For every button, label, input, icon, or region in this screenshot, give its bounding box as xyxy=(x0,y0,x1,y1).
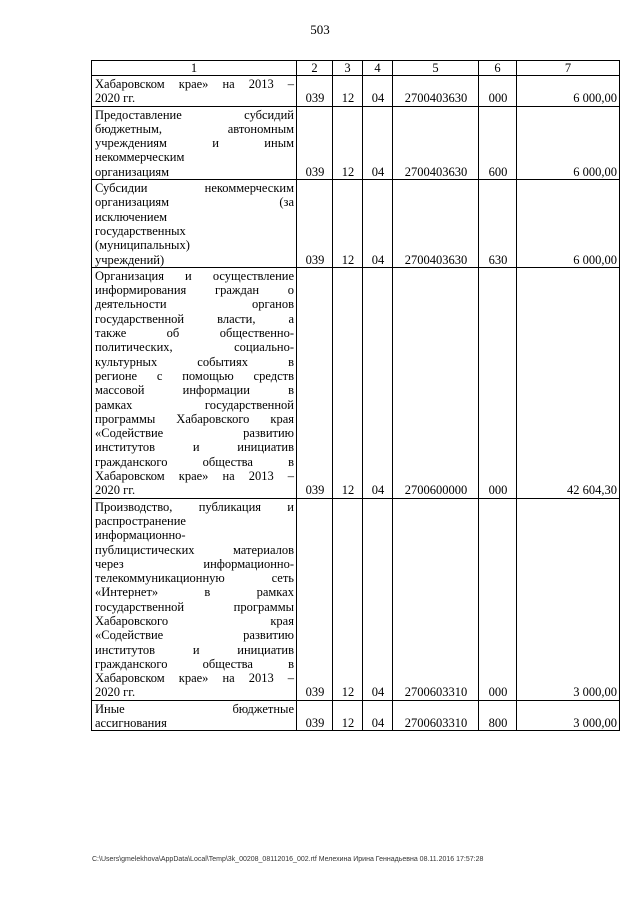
expense-type-cell: 000 xyxy=(479,267,517,498)
description-line: Производство, публикация и xyxy=(95,499,294,514)
amount-cell: 6 000,00 xyxy=(517,180,620,268)
description-cell xyxy=(92,76,297,107)
description-line: Иные бюджетные xyxy=(95,701,294,716)
subsection-code-cell: 04 xyxy=(363,180,393,268)
subsection-code-cell: 04 xyxy=(363,267,393,498)
description-cell xyxy=(92,267,297,498)
description-line: Хабаровском крае» на 2013 – xyxy=(95,469,294,484)
ministry-code-cell: 039 xyxy=(297,700,333,731)
ministry-code-cell: 039 xyxy=(297,267,333,498)
page-number: 503 xyxy=(310,22,330,37)
target-article-cell: 2700600000 xyxy=(393,267,479,498)
target-article-cell: 2700403630 xyxy=(393,180,479,268)
description-line: Хабаровском крае» на 2013 – xyxy=(95,671,294,686)
amount-cell: 3 000,00 xyxy=(517,700,620,731)
description-line: государственных xyxy=(95,223,186,238)
ministry-code-cell: 039 xyxy=(297,76,333,107)
file-path-footer: C:\Users\gmelekhova\AppData\Local\Temp\3k_00208_08112016_002.rtf Мелехина Ирина Геннадьевна 08.11.2016 17:57:28 xyxy=(92,856,484,863)
subsection-code-cell: 04 xyxy=(363,700,393,731)
description-line: Субсидии некоммерческим xyxy=(95,181,294,196)
header-cell: 7 xyxy=(517,61,620,76)
description-line: бюджетным, автономным xyxy=(95,121,294,136)
amount-cell: 42 604,30 xyxy=(517,267,620,498)
target-article-cell: 2700403630 xyxy=(393,106,479,179)
description-line: некоммерческим xyxy=(95,150,185,165)
section-code-cell: 12 xyxy=(333,76,363,107)
description-line: учреждениям и иным xyxy=(95,136,294,151)
description-line: 2020 гг. xyxy=(95,91,136,106)
table-header-row xyxy=(92,61,620,76)
description-line: «Содействие развитию xyxy=(95,426,294,441)
description-line: организациям (за xyxy=(95,195,294,210)
description-line: телекоммуникационную сеть xyxy=(95,571,294,586)
section-code-cell: 12 xyxy=(333,700,363,731)
description-line: институтов и инициатив xyxy=(95,440,294,455)
target-article-cell: 2700603310 xyxy=(393,700,479,731)
budget-table xyxy=(91,60,620,731)
description-line: «Содействие развитию xyxy=(95,628,294,643)
table-row xyxy=(92,76,620,107)
expense-type-cell: 600 xyxy=(479,106,517,179)
table-row xyxy=(92,106,620,179)
description-line: гражданского общества в xyxy=(95,454,294,469)
expense-type-cell: 000 xyxy=(479,498,517,700)
header-cell: 1 xyxy=(92,61,297,76)
header-cell: 5 xyxy=(393,61,479,76)
description-line: также об общественно- xyxy=(95,326,294,341)
table-row xyxy=(92,180,620,268)
description-line: массовой информации в xyxy=(95,383,294,398)
description-line: (муниципальных) xyxy=(95,238,190,253)
header-cell: 4 xyxy=(363,61,393,76)
description-line: Хабаровском крае» на 2013 – xyxy=(95,77,294,91)
section-code-cell: 12 xyxy=(333,498,363,700)
description-line: гражданского общества в xyxy=(95,656,294,671)
expense-type-cell: 000 xyxy=(479,76,517,107)
description-cell xyxy=(92,180,297,268)
description-line: распространение xyxy=(95,513,186,528)
description-line: информационно- xyxy=(95,528,186,543)
description-line: государственной программы xyxy=(95,599,294,614)
table-row xyxy=(92,498,620,700)
table-row xyxy=(92,700,620,731)
ministry-code-cell: 039 xyxy=(297,498,333,700)
description-line: политических, социально- xyxy=(95,340,294,355)
description-line: регионе с помощью средств xyxy=(95,368,294,383)
subsection-code-cell: 04 xyxy=(363,498,393,700)
description-line: Организация и осуществление xyxy=(95,268,294,283)
header-cell: 6 xyxy=(479,61,517,76)
description-line: информирования граждан о xyxy=(95,283,294,298)
ministry-code-cell: 039 xyxy=(297,106,333,179)
subsection-code-cell: 04 xyxy=(363,76,393,107)
description-line: ассигнования xyxy=(95,716,167,731)
description-line: организациям xyxy=(95,164,170,179)
description-line: «Интернет» в рамках xyxy=(95,585,294,600)
section-code-cell: 12 xyxy=(333,180,363,268)
expense-type-cell: 800 xyxy=(479,700,517,731)
target-article-cell: 2700603310 xyxy=(393,498,479,700)
amount-cell: 3 000,00 xyxy=(517,498,620,700)
amount-cell: 6 000,00 xyxy=(517,106,620,179)
description-line: публицистических материалов xyxy=(95,542,294,557)
description-line: государственной власти, а xyxy=(95,311,294,326)
header-cell: 2 xyxy=(297,61,333,76)
description-line: институтов и инициатив xyxy=(95,642,294,657)
target-article-cell: 2700403630 xyxy=(393,76,479,107)
description-line: через информационно- xyxy=(95,556,294,571)
description-cell xyxy=(92,106,297,179)
description-line: рамках государственной xyxy=(95,397,294,412)
section-code-cell: 12 xyxy=(333,106,363,179)
section-code-cell: 12 xyxy=(333,267,363,498)
description-line: учреждений) xyxy=(95,252,165,267)
ministry-code-cell: 039 xyxy=(297,180,333,268)
description-line: деятельности органов xyxy=(95,297,294,312)
description-cell xyxy=(92,700,297,731)
description-line: программы Хабаровского края xyxy=(95,411,294,426)
amount-cell: 6 000,00 xyxy=(517,76,620,107)
description-line: исключением xyxy=(95,209,168,224)
header-cell: 3 xyxy=(333,61,363,76)
description-line: культурных событиях в xyxy=(95,354,294,369)
subsection-code-cell: 04 xyxy=(363,106,393,179)
description-line: Предоставление субсидий xyxy=(95,107,294,122)
description-line: 2020 гг. xyxy=(95,685,136,700)
expense-type-cell: 630 xyxy=(479,180,517,268)
table-row xyxy=(92,267,620,498)
description-cell xyxy=(92,498,297,700)
description-line: 2020 гг. xyxy=(95,483,136,498)
description-line: Хабаровского края xyxy=(95,613,294,628)
